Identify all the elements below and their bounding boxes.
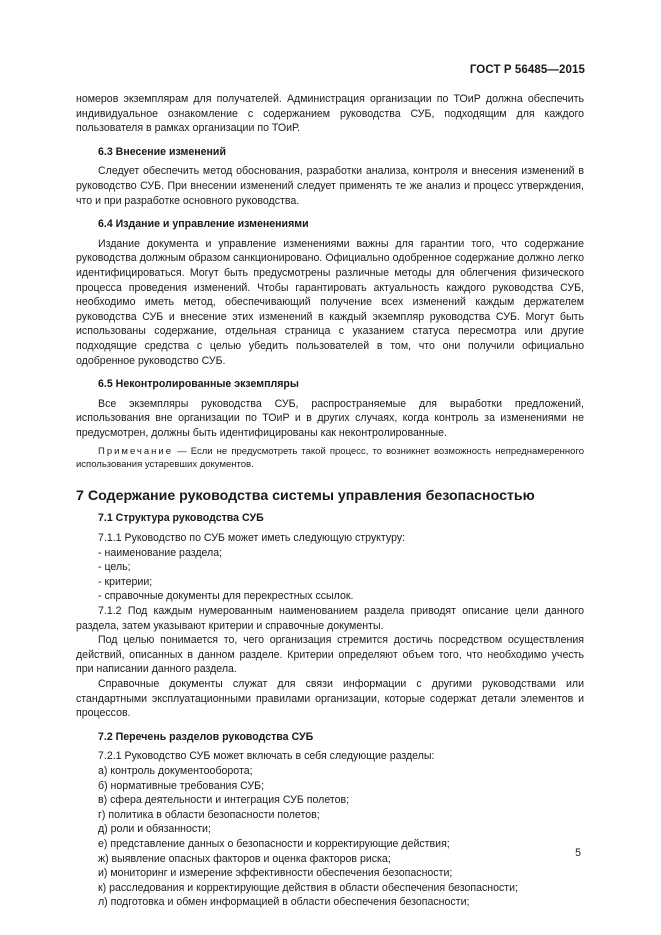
- document-code: ГОСТ Р 56485—2015: [469, 64, 585, 76]
- note-label: Примечание: [98, 446, 173, 458]
- list-item: а) контроль документооборота;: [98, 764, 253, 777]
- section-7-heading: 7 Содержание руководства системы управления безопасностью: [76, 488, 535, 505]
- list-item: д) роли и обязанности;: [98, 823, 211, 836]
- list-item: б) нормативные требования СУБ;: [98, 779, 265, 792]
- section-7-1-heading: 7.1 Структура руководства СУБ: [98, 512, 264, 525]
- intro-paragraph: номеров экземплярам для получателей. Администрация организации по ТОиР должна обеспечить индивидуальное ознакомление с содержанием руководства СУБ, подходящим для каждого пользователя в рамках организации по ТОиР.: [76, 93, 584, 135]
- list-item: г) политика в области безопасности полетов;: [98, 808, 320, 821]
- clause-7-2-1: 7.2.1 Руководство СУБ может включать в себя следующие разделы:: [98, 750, 435, 763]
- clause-7-1-2: 7.1.2 Под каждым нумерованным наименованием раздела приводят описание цели данного раздела, затем указывают критерии и справочные документы.: [76, 605, 584, 632]
- list-item: - наименование раздела;: [98, 546, 223, 559]
- section-6-5-paragraph: Все экземпляры руководства СУБ, распространяемые для выработки предложений, использования вне организации по ТОиР и в других случаях, когда контроль за изменениями не предусмотрен, должны быть идентифицированы как неконтролированные.: [76, 397, 584, 439]
- section-6-4-heading: 6.4 Издание и управление изменениями: [98, 218, 309, 231]
- section-7-2-heading: 7.2 Перечень разделов руководства СУБ: [98, 730, 314, 743]
- clause-7-1-1: 7.1.1 Руководство по СУБ может иметь следующую структуру:: [98, 532, 406, 545]
- list-item: в) сфера деятельности и интеграция СУБ полетов;: [98, 794, 350, 807]
- list-item: - критерии;: [98, 575, 153, 588]
- section-6-4-paragraph: Издание документа и управление изменениями важны для гарантии того, что содержание руководства должным образом санкционировано. Официально одобренное содержание должно легко идентифицироваться. Могут быть предусмотрены различные методы для облегчения физического процесса проведения изменений. Чтобы гарантировать актуальность каждого руководства СУБ, необходимо иметь метод, обеспечивающий получение всех изменений каждым держателем руководства СУБ и внесение этих изменений в каждый экземпляр руководства СУБ. Могут быть использованы содержание, отдельная страница с указанием статуса пересмотра или другие подходящие средства с целью убедить пользователей в том, что они получили официально одобренное руководство СУБ.: [76, 237, 584, 367]
- note: [76, 445, 584, 471]
- page-number: 5: [575, 847, 581, 859]
- list-item: и) мониторинг и измерение эффективности обеспечения безопасности;: [98, 867, 453, 880]
- list-item: е) представление данных о безопасности и корректирующие действия;: [98, 837, 450, 850]
- list-item: ж) выявление опасных факторов и оценка факторов риска;: [98, 852, 391, 865]
- list-item: - справочные документы для перекрестных ссылок.: [98, 590, 354, 603]
- section-6-3-heading: 6.3 Внесение изменений: [98, 145, 226, 158]
- note-text: — Если не предусмотреть такой процесс, то возникнет возможность непреднамеренного использования устаревших документов.: [76, 446, 584, 471]
- references-paragraph: Справочные документы служат для связи информации с другими руководствами или стандартными эксплуатационными правилами организации, которые содержат детали элементов и процессов.: [76, 678, 584, 720]
- list-item: к) расследования и корректирующие действия в области обеспечения безопасности;: [98, 881, 519, 894]
- section-6-3-paragraph: Следует обеспечить метод обоснования, разработки анализа, контроля и внесения изменений в руководство СУБ. При внесении изменений следует применять те же анализ и процесс утверждения, что и при разработке основного руководства.: [76, 165, 584, 207]
- structure-list: [76, 546, 584, 604]
- list-item: л) подготовка и обмен информацией в области обеспечения безопасности;: [98, 896, 470, 909]
- section-6-5-heading: 6.5 Неконтролированные экземпляры: [98, 378, 299, 391]
- page-content: [76, 92, 584, 910]
- list-item: - цель;: [98, 561, 131, 574]
- sections-list: [76, 764, 584, 910]
- goal-paragraph: Под целью понимается то, чего организация стремится достичь посредством осуществления действий, описанных в данном разделе. Критерии определяют объем того, что необходимо учесть при написании данного раздела.: [76, 634, 584, 676]
